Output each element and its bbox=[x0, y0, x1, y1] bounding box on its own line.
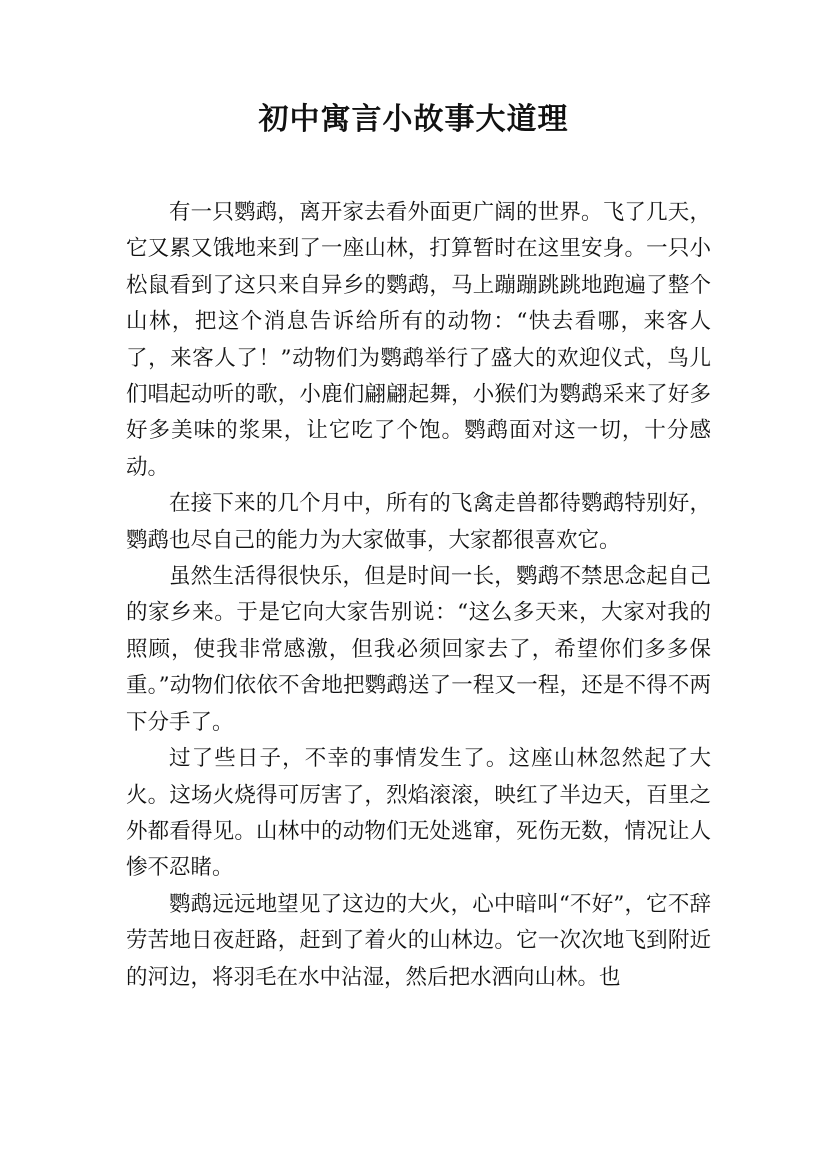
paragraph-3: 虽然生活得很快乐，但是时间一长，鹦鹉不禁思念起自己的家乡来。于是它向大家告别说：“这么多天来，大家对我的照顾，使我非常感激，但我必须回家去了，希望你们多多保重。”动物们依依不舍地把鹦鹉送了一程又一程，还是不得不两下分手了。 bbox=[126, 564, 711, 735]
paragraph-1: 有一只鹦鹉，离开家去看外面更广阔的世界。飞了几天，它又累又饿地来到了一座山林，打算暂时在这里安身。一只小松鼠看到了这只来自异乡的鹦鹉，马上蹦蹦跳跳地跑遍了整个山林，把这个消息告诉给所有的动物：“快去看哪，来客人了，来客人了！”动物们为鹦鹉举行了盛大的欢迎仪式，鸟儿们唱起动听的歌，小鹿们翩翩起舞，小猴们为鹦鹉采来了好多好多美味的浆果，让它吃了个饱。鹦鹉面对这一切，十分感动。 bbox=[126, 200, 711, 480]
paragraph-2: 在接下来的几个月中，所有的飞禽走兽都待鹦鹉特别好，鹦鹉也尽自己的能力为大家做事，大家都很喜欢它。 bbox=[126, 491, 711, 553]
paragraph-5: 鹦鹉远远地望见了这边的大火，心中暗叫“不好”，它不辞劳苦地日夜赶路，赶到了着火的山林边。它一次次地飞到附近的河边，将羽毛在水中沾湿，然后把水洒向山林。也 bbox=[126, 891, 711, 990]
paragraph-4: 过了些日子，不幸的事情发生了。这座山林忽然起了大火。这场火烧得可厉害了，烈焰滚滚，映红了半边天，百里之外都看得见。山林中的动物们无处逃窜，死伤无数，情况让人惨不忍睹。 bbox=[126, 746, 711, 881]
document-body bbox=[126, 195, 711, 996]
document-title: 初中寓言小故事大道理 bbox=[258, 102, 569, 137]
